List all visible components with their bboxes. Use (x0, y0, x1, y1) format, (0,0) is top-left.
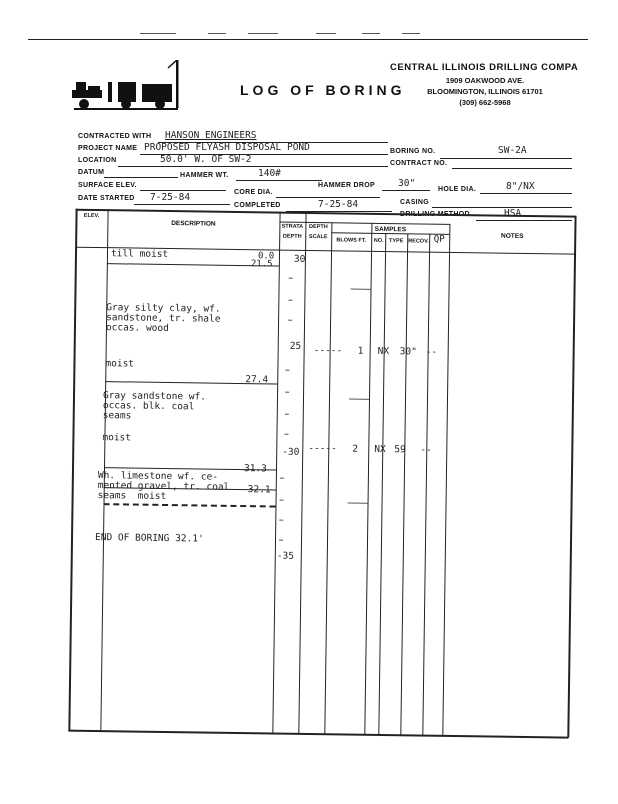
sample-1-qp: -- (425, 346, 438, 358)
header-scale: SCALE (308, 233, 328, 241)
boring-no-value: SW-2A (498, 145, 527, 156)
table-bottom-border (68, 730, 568, 738)
contracted-with-label: CONTRACTED WITH (78, 133, 152, 140)
col-divider (422, 234, 430, 736)
col-divider (324, 222, 332, 734)
depth-scale-30-top: 30 (293, 253, 306, 265)
sample-marker (348, 503, 368, 504)
tick-mark (285, 392, 289, 393)
page-title: LOG OF BORING (240, 82, 406, 98)
contract-no-label: CONTRACT NO. (390, 160, 448, 167)
tick-mark (279, 520, 283, 521)
col-divider (272, 212, 280, 734)
company-name: CENTRAL ILLINOIS DRILLING COMPA (390, 62, 579, 73)
desc-sandstone-moist: moist (102, 432, 132, 444)
hammer-wt-label: HAMMER WT. (180, 172, 229, 179)
drilling-method-value: HSA (504, 208, 522, 219)
header-blows-ft: BLOWS FT. (336, 237, 367, 244)
header-notes: NOTES (501, 232, 524, 240)
sample-2-blows: ----- (308, 442, 337, 455)
sample-2-qp: -- (420, 444, 432, 456)
tick-mark (285, 414, 289, 415)
company-address: 1909 OAKWOOD AVE. (445, 76, 525, 85)
col-divider (400, 233, 408, 735)
hammer-wt-value: 140# (258, 168, 281, 179)
casing-label: CASING (400, 199, 430, 206)
contracted-with-value: HANSON ENGINEERS (165, 130, 257, 141)
tick-mark (289, 278, 293, 279)
sample-1-type: NX (377, 345, 390, 358)
header-type: TYPE (388, 238, 404, 245)
boring-no-label: BORING NO. (390, 148, 436, 155)
tick-mark (279, 540, 283, 541)
depth-scale-25: 25 (289, 340, 302, 352)
tick-mark (280, 500, 284, 501)
sample-marker (349, 399, 369, 400)
col-divider (364, 223, 372, 735)
header-depth: DEPTH (309, 223, 328, 231)
header-description: DESCRIPTION (171, 220, 216, 228)
completed-label: COMPLETED (234, 202, 281, 209)
depth-scale-35: -35 (276, 550, 295, 562)
col-divider (378, 233, 386, 735)
desc-limestone: Wh. limestone wf. ce- mented gravel, tr. coal seams moist (97, 470, 230, 502)
sample-1-blows: ----- (313, 345, 343, 357)
desc-till: till moist (110, 248, 169, 260)
header-recov: RECOV. (408, 238, 429, 245)
desc-end-of-boring: END OF BORING 32.1' (94, 532, 204, 545)
location-label: LOCATION (78, 157, 117, 164)
end-of-boring-line (103, 503, 275, 507)
surface-elev-label: SURFACE ELEV. (78, 182, 137, 189)
tick-mark (288, 300, 292, 301)
sample-1-recov: 30" (399, 346, 417, 358)
header-qp: QP (433, 234, 445, 245)
tick-mark (284, 434, 288, 435)
tick-mark (280, 478, 284, 479)
desc-sandstone: Gray sandstone wf. occas. blk. coal seams (102, 390, 207, 422)
company-phone: (309) 662-5968 (459, 98, 511, 107)
hammer-drop-value: 30" (398, 178, 416, 189)
table-right-border (567, 216, 576, 738)
strata-depth-4: 32.1 (247, 484, 271, 496)
completed-value: 7-25-84 (318, 199, 359, 210)
col-divider (442, 224, 450, 736)
core-dia-label: CORE DIA. (234, 189, 273, 196)
company-city: BLOOMINGTON, ILLINOIS 61701 (427, 87, 543, 96)
header-strata: STRATA (281, 223, 304, 230)
date-started-value: 7-25-84 (150, 192, 191, 203)
desc-clay: Gray silty clay, wf. sandstone, tr. shale occas. wood (105, 302, 221, 335)
sample-2-type: NX (374, 443, 386, 456)
sample-1-no: 1 (357, 345, 364, 357)
table-left-border (68, 209, 77, 731)
date-started-label: DATE STARTED (78, 195, 135, 202)
hole-dia-value: 8"/NX (506, 181, 535, 192)
location-value: 50.0' W. OF SW-2 (160, 154, 252, 165)
table-top-border (76, 209, 576, 220)
datum-label: DATUM (78, 169, 105, 176)
project-name-value: PROPOSED FLYASH DISPOSAL POND (144, 142, 310, 153)
strata-depth-2: 27.4 (245, 374, 269, 386)
strata-depth-1: 21.5 (250, 259, 273, 270)
sample-marker (351, 289, 371, 290)
project-name-label: PROJECT NAME (78, 145, 138, 152)
hammer-drop-label: HAMMER DROP (318, 182, 375, 189)
col-divider (298, 212, 306, 734)
hole-dia-label: HOLE DIA. (438, 186, 477, 193)
sample-2-recov: 59 (394, 444, 406, 456)
strata-depth-3: 31.3 (243, 463, 267, 475)
depth-scale-30: -30 (282, 446, 300, 458)
header-elev: ELEV. (83, 212, 100, 220)
header-samples: SAMPLES (374, 225, 407, 234)
tick-mark (285, 370, 289, 371)
header-strata-depth: DEPTH (282, 233, 302, 240)
desc-clay-moist: moist (105, 358, 135, 370)
tick-mark (288, 320, 292, 321)
header-no: NO. (373, 237, 384, 245)
sample-2-no: 2 (352, 443, 359, 455)
strata-depth-0: 0.0 (257, 251, 275, 262)
